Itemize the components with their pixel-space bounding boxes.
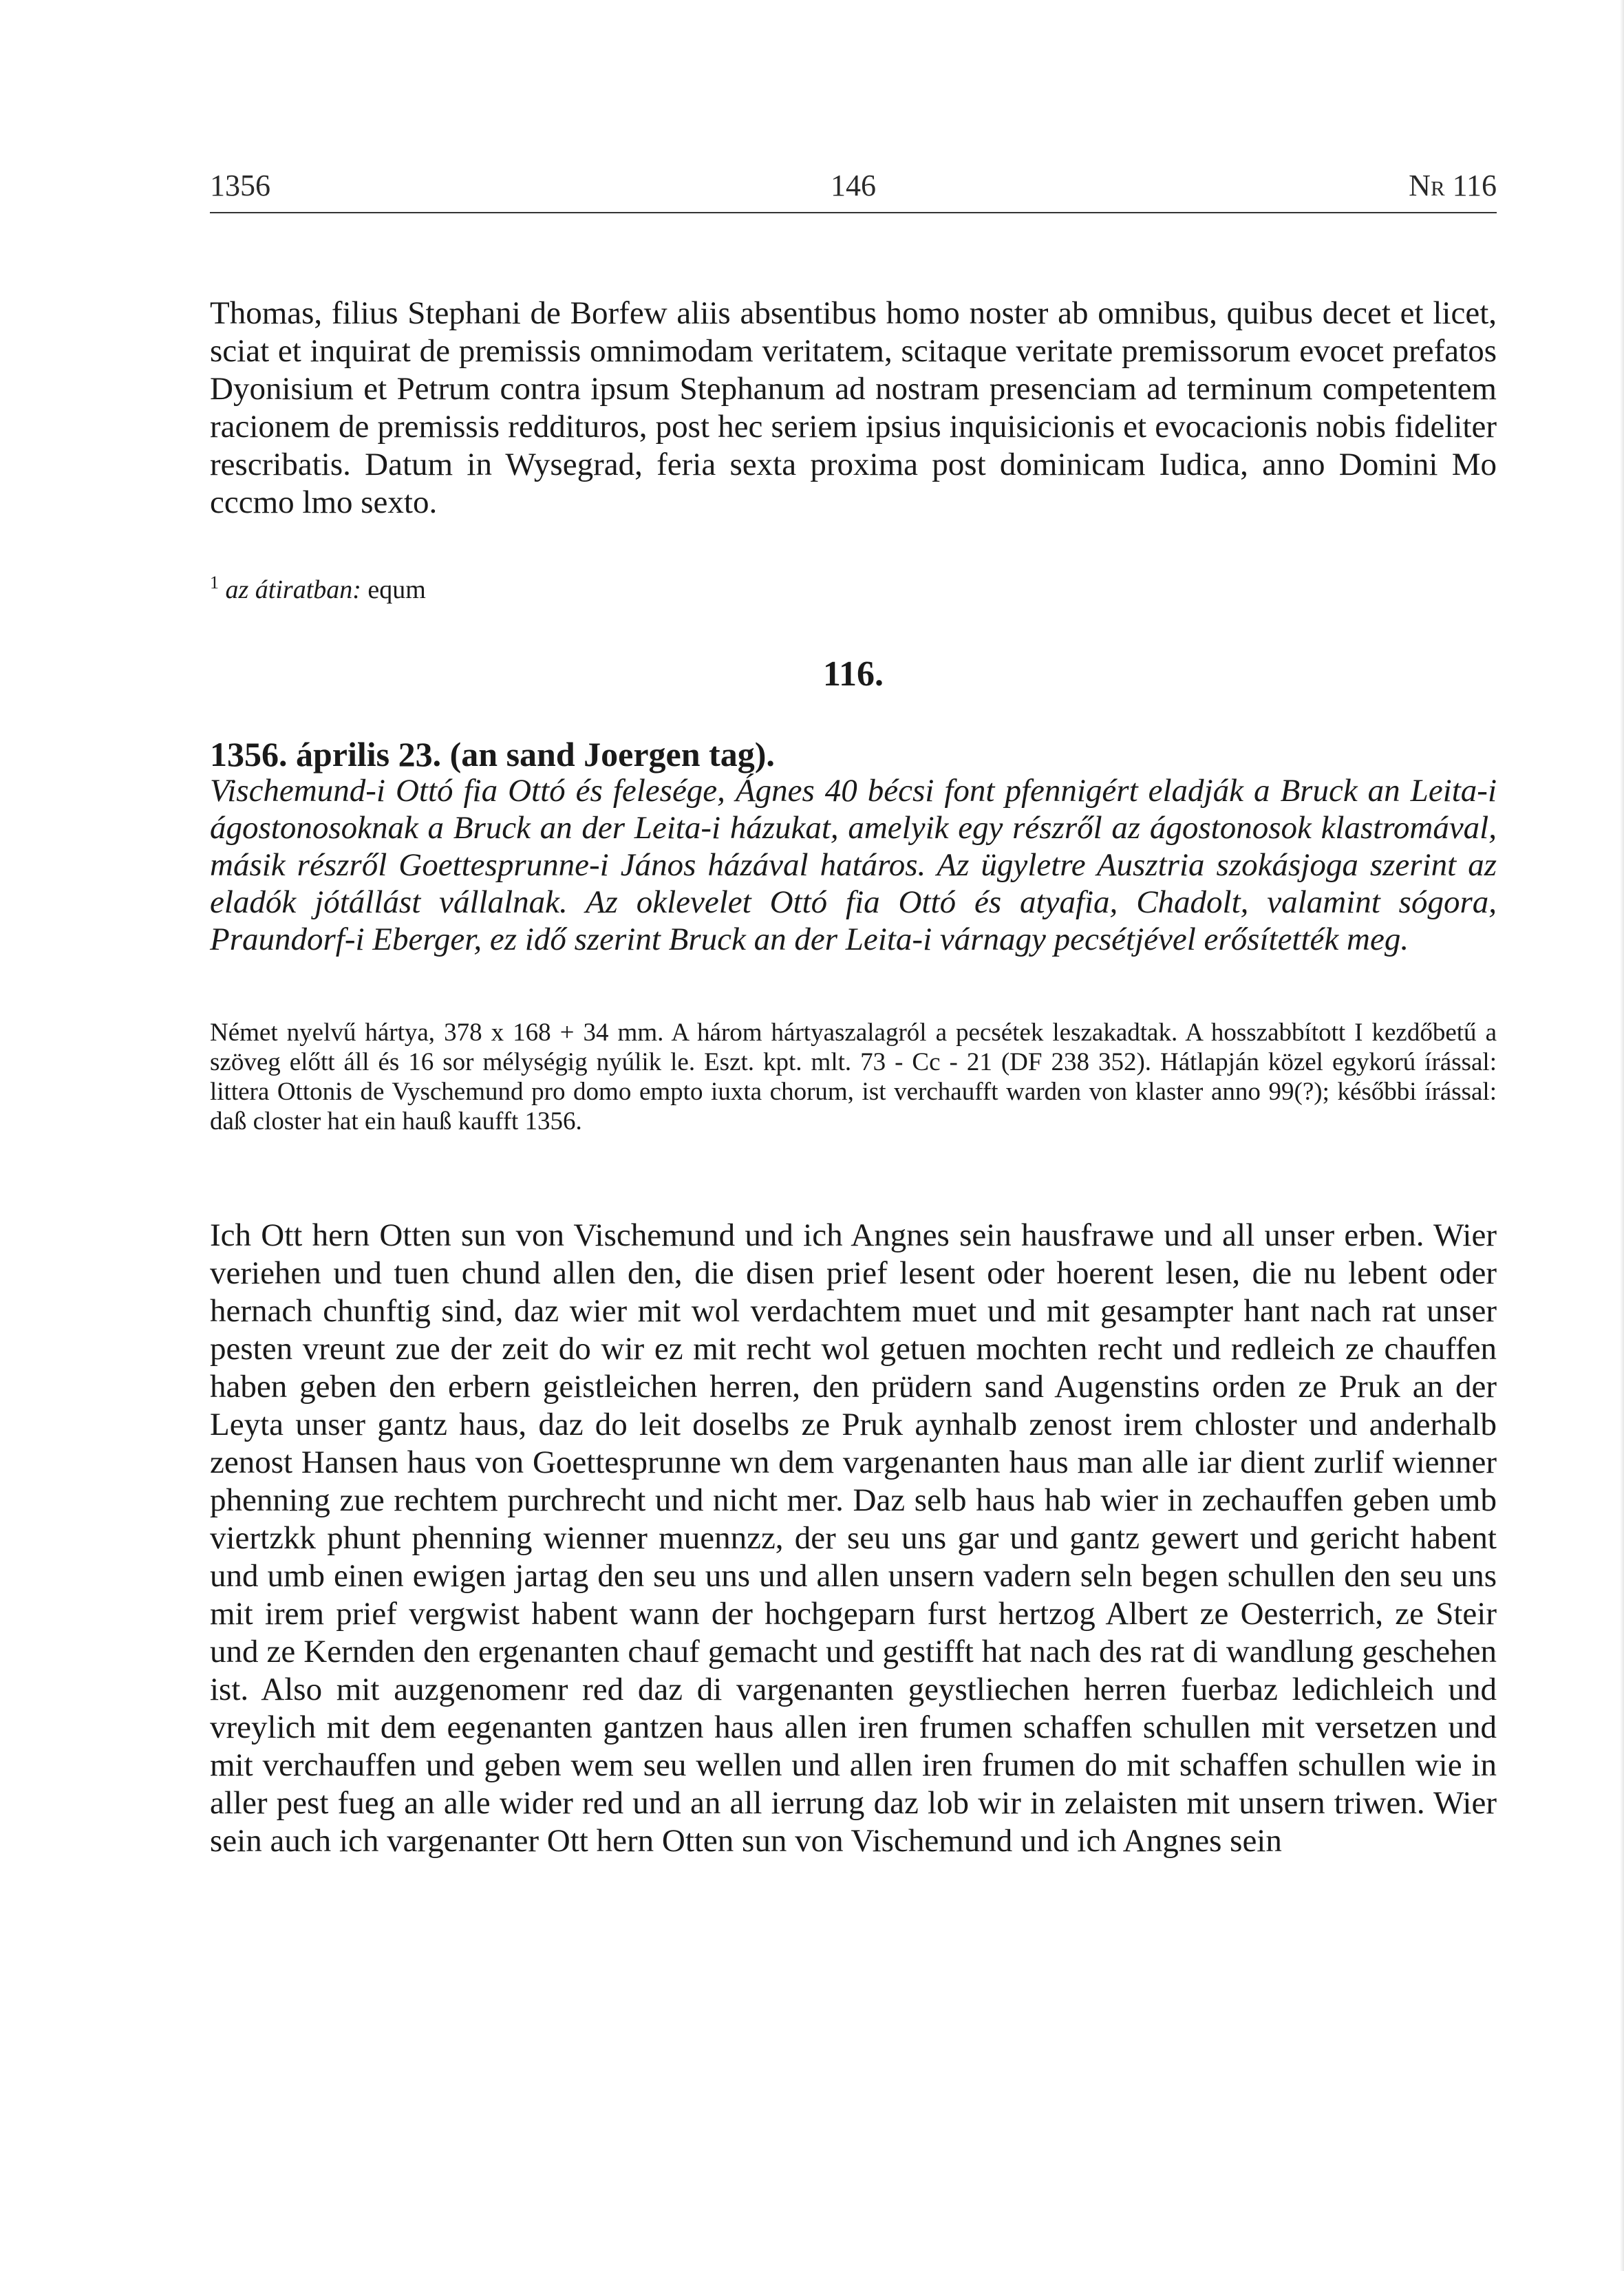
page-edge-shadow: [1620, 0, 1624, 2271]
header-year: 1356: [210, 169, 270, 202]
document-date: 1356. április 23. (an sand Joergen tag).: [210, 735, 775, 774]
footnote-label: az átiratban:: [225, 575, 361, 604]
document-regest: Vischemund-i Ottó fia Ottó és felesége, Ágnes 40 bécsi font pfennigért eladják a Bruck an Leita-i ágostonosoknak a Bruck an der Leita-i házukat, amelyik egy részről az ágostonosok klastromával, másik részről Goettesprunne-i János házával határos. Az ügyletre Ausztria szokásjoga szerint az eladók jótállást vállalnak. Az oklevelet Ottó fia Ottó és atyafia, Chadolt, valamint sógora, Praundorf-i Eberger, ez idő szerint Bruck an der Leita-i várnagy pecsétjével erősítették meg.: [210, 773, 1497, 957]
header-document-number: [1409, 168, 1497, 203]
document-description: Német nyelvű hártya, 378 x 168 + 34 mm. A három hártyaszalagról a pecsétek leszakadtak. A hosszabbított I kezdőbetű a szöveg előtt áll és 16 sor mélységig nyúlik le. Eszt. kpt. mlt. 73 - Cc - 21 (DF 238 352). Hátlapján közel egykorú írással: littera Ottonis de Vyschemund pro domo empto iuxta chorum, ist verchaufft warden von klaster anno 99(?); későbbi írással: daß closter hat ein hauß kaufft 1356.: [210, 1019, 1497, 1136]
previous-document-paragraph: Thomas, filius Stephani de Borfew aliis absentibus homo noster ab omnibus, quibus decet et licet, sciat et inquirat de premissis omnimodam veritatem, scitaque veritate premissorum evocet prefatos Dyonisium et Petrum contra ipsum Stephanum ad nostram presenciam ad terminum competentem racionem de premissis reddituros, post hec seriem ipsius inquisicionis et evocacionis nobis fideliter rescribatis. Datum in Wysegrad, feria sexta proxima post dominicam Iudica, anno Domini Mo cccmo lmo sexto.: [210, 295, 1497, 520]
header-nr-prefix: Nr: [1409, 169, 1445, 202]
document-number: 116.: [822, 654, 884, 694]
footnote: [210, 573, 1497, 605]
running-header: [210, 165, 1497, 213]
header-page-number: 146: [831, 169, 876, 202]
footnote-text: equm: [367, 575, 426, 604]
document-main-text: Ich Ott hern Otten sun von Vischemund und ich Angnes sein hausfrawe und all unser erben. Wier veriehen und tuen chund allen den, die disen prief lesent oder hoerent lesen, die nu lebent oder hernach chunftig sind, daz wier mit wol verdachtem muet und mit gesampter hant nach rat unser pesten vreunt zue der zeit do wir ez mit recht wol getuen mochten recht und redleich ze chauffen haben geben den erbern geistleichen herren, den prüdern sand Augenstins orden ze Pruk an der Leyta unser gantz haus, daz do leit doselbs ze Pruk aynhalb zenost irem chloster und anderhalb zenost Hansen haus von Goettesprunne wn dem vargenanten haus man alle iar dient zurlif wienner phenning zue rechtem purchrecht und nicht mer. Daz selb haus hab wier in zechauffen geben umb viertzkk phunt phenning wienner muennzz, der seu uns gar und gantz gewert und gericht habent und umb einen ewigen jartag den seu uns und allen unsern vadern seln begen schullen den seu uns mit irem prief vergwist habent wann der hochgeparn furst hertzog Albert ze Oesterrich, ze Steir und ze Kernden den ergenanten chauf gemacht und gestifft hat nach des rat di wandlung geschehen ist. Also mit auzgenomenr red daz di vargenanten geystliechen herren fuerbaz ledichleich und vreylich mit dem eegenanten gantzen haus allen iren frumen schaffen schullen mit versetzen und mit verchauffen und geben wem seu wellen und allen iren frumen do mit schaffen schullen wie in aller pest fueg an alle wider red und an all ierrung daz lob wir in zelaisten mit unsern triwen. Wier sein auch ich vargenanter Ott hern Otten sun von Vischemund und ich Angnes sein: [210, 1217, 1497, 1859]
footnote-mark: 1: [210, 573, 219, 593]
header-nr-value: 116: [1452, 169, 1497, 202]
